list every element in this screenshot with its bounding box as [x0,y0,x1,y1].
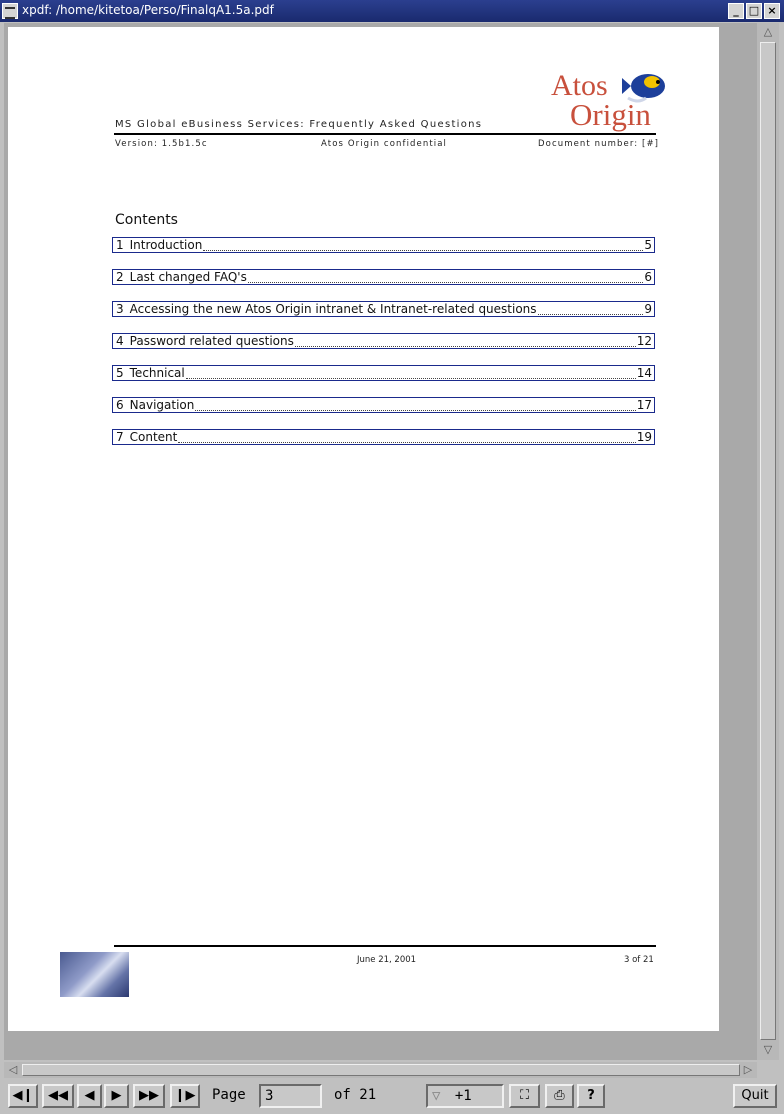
pdf-page [8,27,719,1031]
toc-title: Password related questions [129,334,294,348]
logo-word-origin: Origin [570,97,651,132]
toc-leader [195,409,635,411]
last-page-icon: ❙▶ [174,1088,196,1103]
toc-title: Last changed FAQ's [129,270,247,284]
vertical-scroll-thumb[interactable] [760,42,776,1040]
left-arrow-icon: ◀ [84,1088,95,1103]
right-arrow-icon: ▶ [111,1088,122,1103]
maximize-button[interactable]: □ [746,3,762,19]
toc-page-number: 17 [636,398,652,412]
scroll-right-arrow-icon[interactable]: ▷ [743,1063,753,1076]
print-button[interactable] [545,1084,574,1108]
toc-number: 7 [116,430,124,444]
toc-leader [538,313,644,315]
footer-date: June 21, 2001 [357,955,417,965]
toc-page-number: 9 [644,302,652,316]
window-title: xpdf: /home/kitetoa/Perso/FinalqA1.5a.pdf [22,3,274,17]
toc-link-accessing-intranet[interactable] [112,301,655,317]
footer-page-of: 3 of 21 [624,955,654,965]
next-page-button[interactable] [104,1084,129,1108]
first-page-button[interactable] [8,1084,38,1108]
toc-number: 2 [116,270,124,284]
first-page-icon: ◀❙ [12,1088,34,1103]
close-button[interactable]: × [764,3,780,19]
toc-title: Content [129,430,178,444]
forward-ten-pages-button[interactable] [133,1084,165,1108]
printer-icon: ⎙ [554,1088,565,1103]
toc-leader [178,441,635,443]
last-page-button[interactable] [170,1084,200,1108]
toc-title: Technical [129,366,185,380]
toc-link-last-changed[interactable] [112,269,655,285]
toc-page-number: 5 [644,238,652,252]
find-button[interactable] [509,1084,540,1108]
toc-number: 1 [116,238,124,252]
quit-button[interactable]: Quit [733,1084,777,1108]
toc-number: 4 [116,334,124,348]
contents-heading: Contents [115,212,178,228]
title-bar [0,0,784,22]
previous-page-button[interactable] [77,1084,102,1108]
page-label: Page [212,1087,246,1103]
toc-link-technical[interactable] [112,365,655,381]
back-ten-pages-button[interactable] [42,1084,74,1108]
help-button[interactable]: ? [577,1084,605,1108]
footer-rule [114,945,656,947]
bottom-toolbar [0,1080,784,1114]
toc-link-content[interactable] [112,429,655,445]
toc-number: 5 [116,366,124,380]
scroll-left-arrow-icon[interactable]: ◁ [8,1063,18,1076]
minimize-button[interactable]: _ [728,3,744,19]
toc-leader [186,377,636,379]
zoom-value: +1 [454,1088,472,1104]
toc-number: 3 [116,302,124,316]
document-number-text: Document number: [#] [538,139,660,149]
page-count-label: of 21 [334,1087,377,1103]
header-rule [114,133,656,135]
zoom-select[interactable] [426,1084,504,1108]
toc-page-number: 19 [636,430,652,444]
double-right-arrow-icon: ▶▶ [139,1088,159,1103]
eye-image [60,952,129,997]
toc-title: Introduction [129,238,203,252]
double-left-arrow-icon: ◀◀ [48,1088,68,1103]
header-title: MS Global eBusiness Services: Frequently Asked Questions [115,119,483,130]
toc-number: 6 [116,398,124,412]
scroll-down-arrow-icon[interactable]: ▽ [763,1043,773,1056]
toc-page-number: 6 [644,270,652,284]
toc-page-number: 14 [636,366,652,380]
version-text: Version: 1.5b1.5c [115,139,208,149]
toc-link-navigation[interactable] [112,397,655,413]
toc-title: Accessing the new Atos Origin intranet & Intranet-related questions [129,302,537,316]
toc-leader [203,249,643,251]
toc-leader [248,281,644,283]
scroll-up-arrow-icon[interactable]: △ [763,25,773,38]
logo-word-atos: Atos [551,69,608,102]
binoculars-icon: ⛶ [519,1088,530,1103]
page-number-input[interactable]: 3 [259,1084,322,1108]
toc-leader [295,345,636,347]
toc-link-introduction[interactable] [112,237,655,253]
confidential-text: Atos Origin confidential [321,139,448,149]
horizontal-scroll-thumb[interactable] [22,1064,740,1076]
toc-title: Navigation [129,398,195,412]
dropdown-arrow-icon: ▽ [432,1088,441,1104]
atos-origin-logo [548,68,674,132]
toc-page-number: 12 [636,334,652,348]
window-menu-button[interactable] [2,3,18,19]
toc-link-password[interactable] [112,333,655,349]
